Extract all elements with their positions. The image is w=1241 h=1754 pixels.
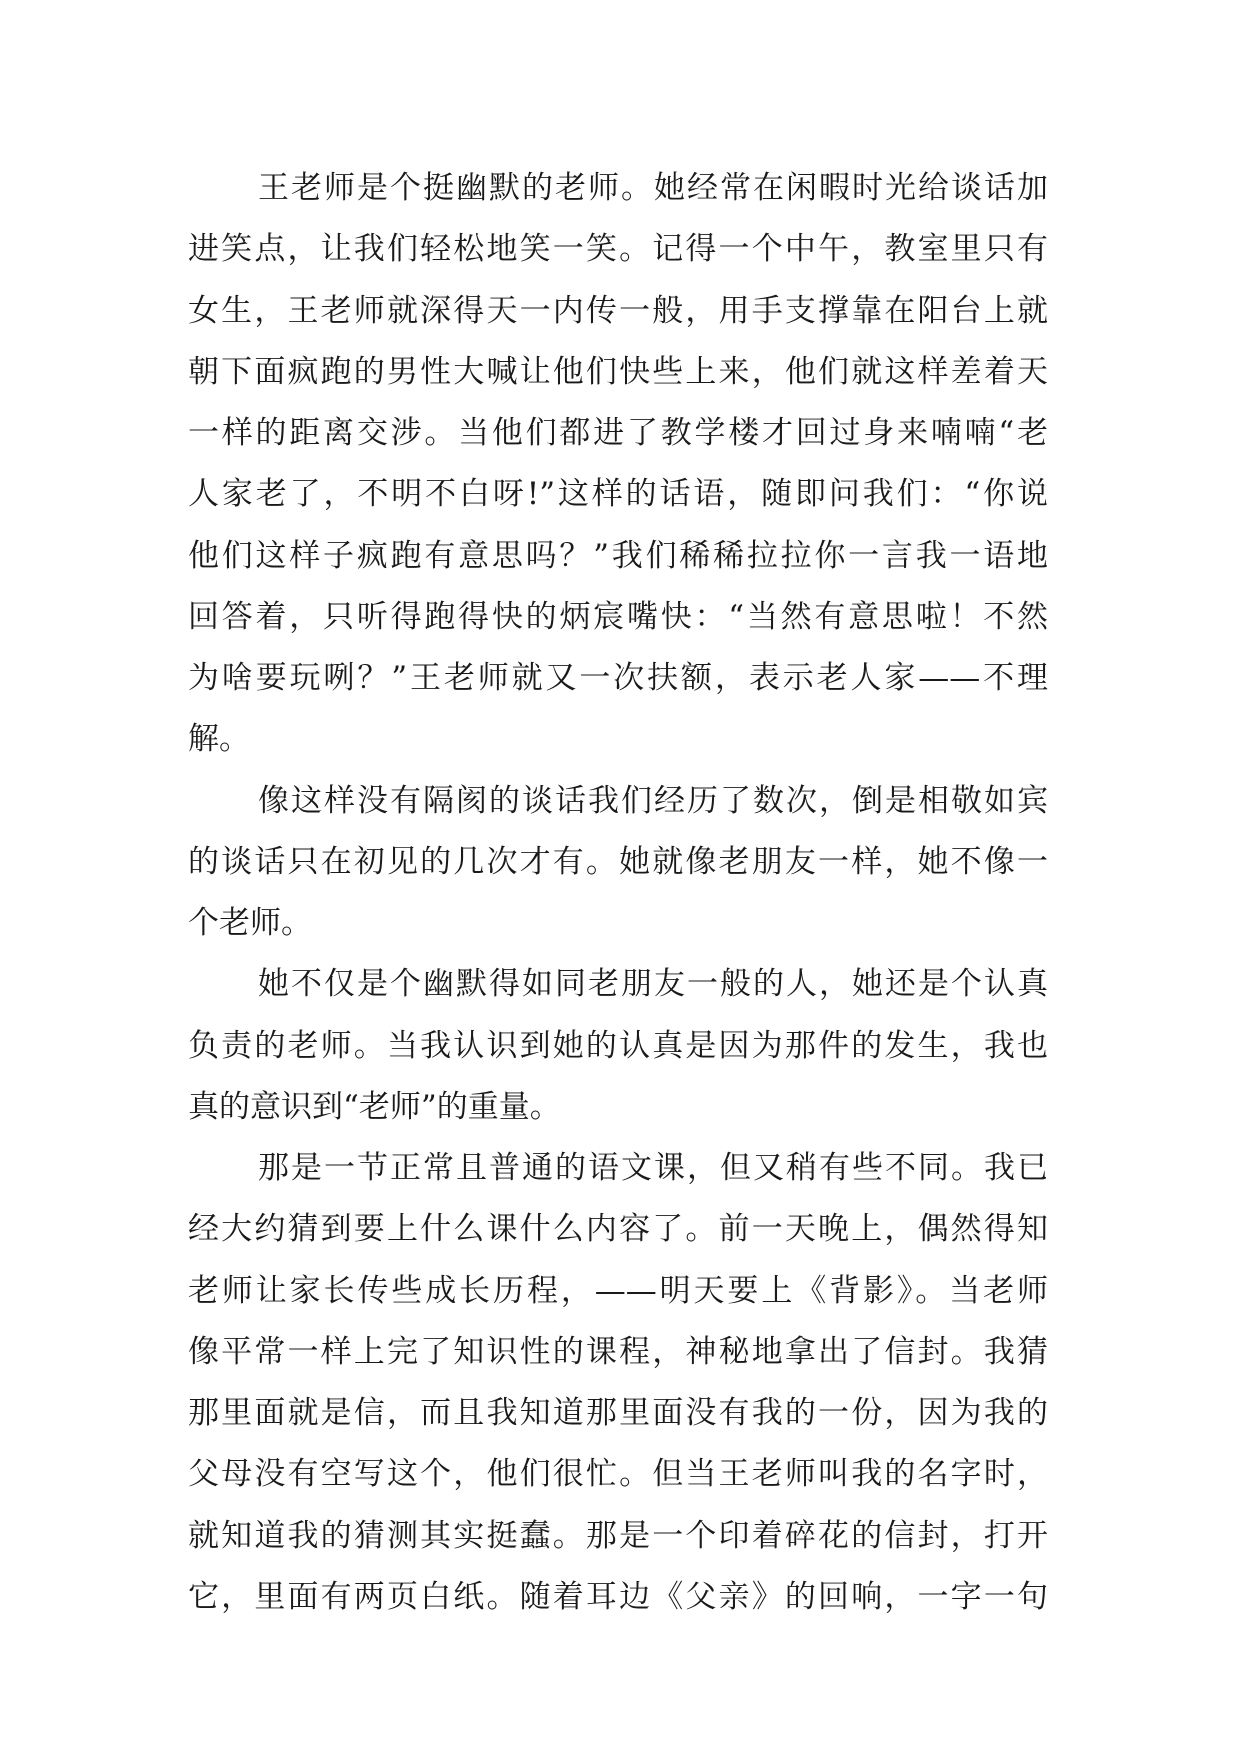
text-line: 她不仅是个幽默得如同老朋友一般的人，她还是个认真 [258, 966, 1048, 1003]
text-line: 父母没有空写这个，他们很忙。但当王老师叫我的名字时， [188, 1456, 1048, 1493]
text-line: 经大约猜到要上什么课什么内容了。前一天晚上，偶然得知 [188, 1211, 1048, 1248]
text-line: 他们这样子疯跑有意思吗？”我们稀稀拉拉你一言我一语地 [188, 537, 1048, 574]
text-line: 的谈话只在初见的几次才有。她就像老朋友一样，她不像一 [188, 843, 1048, 880]
text-line: 进笑点，让我们轻松地笑一笑。记得一个中午，教室里只有 [188, 231, 1048, 268]
text-line: 像这样没有隔阂的谈话我们经历了数次，倒是相敬如宾 [258, 782, 1048, 819]
paragraph-3 [188, 954, 1048, 1138]
text-line: 像平常一样上完了知识性的课程，神秘地拿出了信封。我猜 [188, 1333, 1048, 1370]
text-line: 一样的距离交涉。当他们都进了教学楼才回过身来喃喃“老 [188, 415, 1048, 451]
text-line: 负责的老师。当我认识到她的认真是因为那件的发生，我也 [188, 1027, 1048, 1064]
text-line: 为啥要玩咧？”王老师就又一次扶额，表示老人家——不理 [188, 660, 1048, 696]
text-line: 那里面就是信，而且我知道那里面没有我的一份，因为我的 [188, 1395, 1048, 1431]
text-line: 就知道我的猜测其实挺蠢。那是一个印着碎花的信封，打开 [188, 1517, 1048, 1554]
text-line: 真的意识到“老师”的重量。 [188, 1088, 561, 1125]
text-line: 个老师。 [188, 905, 312, 941]
paragraph-4 [188, 1138, 1048, 1628]
text-line: 那是一节正常且普通的语文课，但又稍有些不同。我已 [258, 1150, 1048, 1186]
text-line: 女生，王老师就深得天一内传一般，用手支撑靠在阳台上就 [188, 292, 1048, 329]
text-line: 王老师是个挺幽默的老师。她经常在闲暇时光给谈话加 [258, 170, 1048, 206]
text-line: 朝下面疯跑的男性大喊让他们快些上来，他们就这样差着天 [188, 353, 1048, 390]
text-line: 老师让家长传些成长历程，——明天要上《背影》。当老师 [188, 1272, 1048, 1309]
text-line: 回答着，只听得跑得快的炳宸嘴快：“当然有意思啦！不然 [188, 598, 1048, 635]
paragraph-2 [188, 771, 1048, 955]
text-line: 解。 [188, 721, 250, 758]
text-line: 人家老了，不明不白呀!”这样的话语，随即问我们：“你说 [188, 476, 1048, 513]
article-body [188, 158, 1048, 1628]
paragraph-1 [188, 158, 1048, 771]
text-line: 它，里面有两页白纸。随着耳边《父亲》的回响，一字一句 [188, 1578, 1048, 1615]
